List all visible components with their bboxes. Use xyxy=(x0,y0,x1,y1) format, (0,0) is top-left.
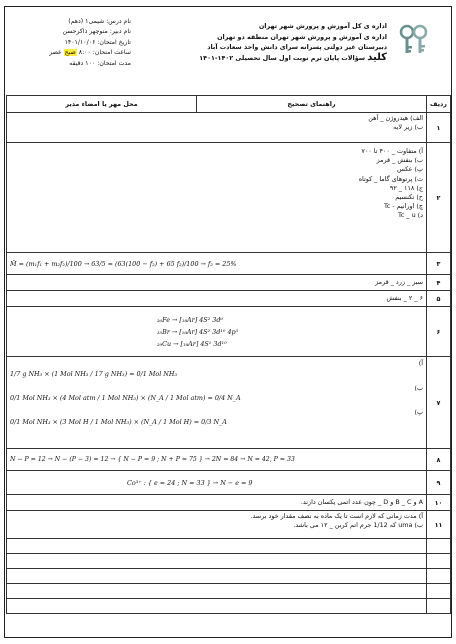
equation-average-mass: M̄ = (m₁f₁ + m₂f₂)/100 → 63/5 = (63(100 − f₂) + 65 f₂)/100 → f₂ = 25% xyxy=(7,253,427,275)
row-number: ۱ xyxy=(427,113,451,143)
school-name: دبیرستان غیر دولتی پسرانه سرای دانش واحد سعادت آباد xyxy=(207,43,387,52)
row-number: ۴ xyxy=(427,275,451,291)
table-row xyxy=(7,511,451,539)
exam-title: کلید سؤالات پایان ترم نوبت اول سال تحصیلی ۱۴۰۲-۱۴۰۱ xyxy=(199,51,387,63)
row-number: ۶ xyxy=(427,307,451,357)
eq-hydrogen: 0/1 Mol NH₃ × (3 Mol H / 1 Mol NH₃) × (N_A / 1 Mol H) = 0/3 N_A xyxy=(10,418,227,426)
table-row xyxy=(7,471,451,495)
part-c: پ) xyxy=(414,408,423,416)
col-stamp: محل مهر یا امضاء مدیر xyxy=(7,96,197,113)
eq-atoms: 0/1 Mol NH₃ × (4 Mol atm / 1 Mol NH₃) × (N_A / 1 Mol atm) = 0/4 N_A xyxy=(10,394,241,402)
exam-date: تاریخ امتحان: ۱۴۰۱/۱۰/۰۶ xyxy=(64,38,131,46)
config-cu: ₂₉Cu → [₁₈Ar] 4S¹ 3d¹⁰ xyxy=(157,339,227,348)
electron-config-block xyxy=(7,307,427,357)
row-answer: آ) متفاوت _ ۴۰۰ تا ۷۰۰ ب) بنفش _ قرمز پ) عکس ت) پرتوهای گاما _ کوتاه ج) ۱۱۸ _ ۹۲ ح) تکنسیم چ) اورانیم - Tc د) Tc _ u xyxy=(7,143,427,253)
empty-row xyxy=(7,599,451,614)
answer-key-table xyxy=(6,95,451,614)
empty-row xyxy=(7,569,451,584)
row-number: ۵ xyxy=(427,291,451,307)
equation-neutrons: N − P = 12 → N − (P − 3) = 12 → { N − P = 9 ; N + P = 75 } → 2N = 84 → N = 42, P = 33 xyxy=(7,449,427,471)
school-block xyxy=(155,21,387,63)
org-line-1: اداره ی کل آموزش و پرورش شهر تهران xyxy=(258,22,387,30)
col-radif: ردیف xyxy=(427,96,451,113)
empty-row xyxy=(7,554,451,569)
eq-moles: 1/7 g NH₃ × (1 Mol NH₃ / 17 g NH₃) = 0/1 Mol NH₃ xyxy=(10,370,178,378)
table-row xyxy=(7,449,451,471)
part-b: ب) xyxy=(414,384,423,392)
exam-info-block xyxy=(11,17,131,69)
course-name: نام درس: شیمی۱ (دهم) xyxy=(68,18,131,25)
row-answer: ۶ _ ۲ _ بنفش xyxy=(7,291,427,307)
empty-row xyxy=(7,584,451,599)
table-row xyxy=(7,253,451,275)
row-answer: سبز _ زرد _ قرمز xyxy=(7,275,427,291)
table-row xyxy=(7,143,451,253)
row-answer: A و B _ C و D _ چون عدد اتمی یکسان دارند. xyxy=(7,495,427,511)
teacher-name: نام دبیر: منوچهر ذاکرحسن xyxy=(62,28,131,36)
highlight-morning: صبح xyxy=(64,49,76,57)
row-number: ۱۰ xyxy=(427,495,451,511)
key-word: کلید xyxy=(367,51,387,63)
row-number: ۳ xyxy=(427,253,451,275)
table-row xyxy=(7,307,451,357)
row-answer: آ) مدت زمانی که لازم است تا یک ماده به نصف مقدار خود برسد. ب) uma که 1/12 جرم اتم کربن _ ۱۲ می باشد. xyxy=(7,511,427,539)
table-row xyxy=(7,357,451,449)
table-row xyxy=(7,495,451,511)
config-fe: ₂₆Fe → [₁₈Ar] 4S² 3d⁶ xyxy=(157,315,223,324)
org-line-2: اداره ی آموزش و پرورش شهر تهران منطقه دو تهران xyxy=(217,32,387,41)
empty-row xyxy=(7,539,451,554)
config-br: ₃₅Br → [₁₈Ar] 4S² 3d¹⁰ 4p⁵ xyxy=(157,327,239,336)
table-row xyxy=(7,275,451,291)
row-number: ۷ xyxy=(427,357,451,449)
exam-page xyxy=(4,6,452,638)
row-answer: الف) هیدروژن _ آهن ب) زیر لایه xyxy=(7,113,427,143)
row-number: ۱۱ xyxy=(427,511,451,539)
row-number: ۹ xyxy=(427,471,451,495)
exam-time: ساعت امتحان: ۸:۰۰ صبح عصر xyxy=(49,49,131,57)
table-row xyxy=(7,291,451,307)
row-number: ۲ xyxy=(427,143,451,253)
col-guide: راهنمای تصحیح xyxy=(197,96,427,113)
exam-header xyxy=(5,7,450,91)
part-a: آ) xyxy=(418,359,423,367)
key-icon xyxy=(397,23,431,57)
table-row xyxy=(7,113,451,143)
exam-duration: مدت امتحان: ۱۰۰ دقیقه xyxy=(69,59,131,67)
row-number: ۸ xyxy=(427,449,451,471)
equation-cobalt: Co³⁺ : { e = 24 ; N = 33 } → N − e = 9 xyxy=(7,471,427,495)
row-answer xyxy=(7,357,427,449)
table-header-row xyxy=(7,96,451,113)
